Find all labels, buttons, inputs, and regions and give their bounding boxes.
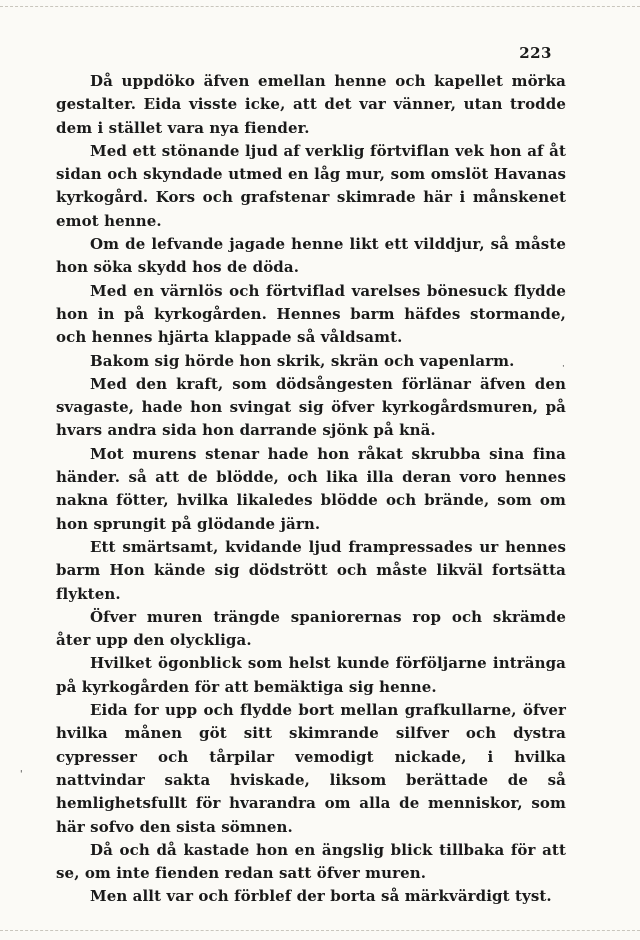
paragraph-10: Hvilket ögonblick som helst kunde förföljarne intränga på kyrkogården för att bemäktiga sig henne. (56, 654, 566, 696)
paragraph-3: Om de lefvande jagade henne likt ett vilddjur, så måste hon söka skydd hos de döda. (56, 235, 566, 277)
scan-speck: ' (20, 770, 23, 780)
paragraph-1: Då uppdöko äfven emellan henne och kapellet mörka gestalter. Eida visste icke, att det var vänner, utan trodde dem i stället vara nya fiender. (56, 72, 566, 137)
top-page-edge (0, 6, 640, 7)
paragraph-4: Med en värnlös och förtviflad varelses bönesuck flydde hon in på kyrkogården. Hennes barm häfdes stormande, och hennes hjärta klappade så våldsamt. (56, 281, 566, 347)
bottom-page-edge (0, 930, 640, 931)
paragraph-2: Med ett stönande ljud af verklig förtviflan vek hon af åt sidan och skyndade utmed en låg mur, som omslöt Havanas kyrkogård. Kors och grafstenar skimrade här i månskenet emot henne. (56, 141, 566, 230)
paragraph-7: Mot murens stenar hade hon råkat skrubba sina fina händer. så att de blödde, och lika illa deran voro hennes nakna fötter, hvilka likaledes blödde och brände, som om hon sprungit på glödande järn. (56, 444, 566, 533)
paragraph-8: Ett smärtsamt, kvidande ljud frampressades ur hennes barm Hon kände sig dödstrött och måste likväl fortsätta flykten. (56, 537, 566, 603)
paragraph-5: Bakom sig hörde hon skrik, skrän och vapenlarm. (90, 351, 515, 370)
scan-speck: · (562, 362, 565, 372)
paragraph-12: Då och då kastade hon en ängslig blick tillbaka för att se, om inte fienden redan satt öfver muren. (56, 840, 566, 883)
paragraph-13: Men allt var och förblef der borta så märkvärdigt tyst. (90, 887, 552, 906)
paragraph-11: Eida for upp och flydde bort mellan grafkullarne, öfver hvilka månen göt sitt skimrande silfver och dystra cypresser och tårpilar vemodigt nickade, i hvilka nattvindar sakta hviskade, liksom berättade de så hemlighetsfullt för hvarandra om alla de menniskor, som här sofvo den sista sömnen. (56, 701, 566, 836)
paragraph-9: Öfver muren trängde spaniorernas rop och skrämde åter upp den olyckliga. (56, 607, 566, 650)
page-number: 223 (519, 44, 552, 62)
paragraph-6: Med den kraft, som dödsångesten förlänar äfven den svagaste, hade hon svingat sig öfver kyrkogårdsmuren, på hvars andra sida hon darrande sjönk på knä. (56, 374, 566, 440)
body-text (56, 70, 566, 909)
